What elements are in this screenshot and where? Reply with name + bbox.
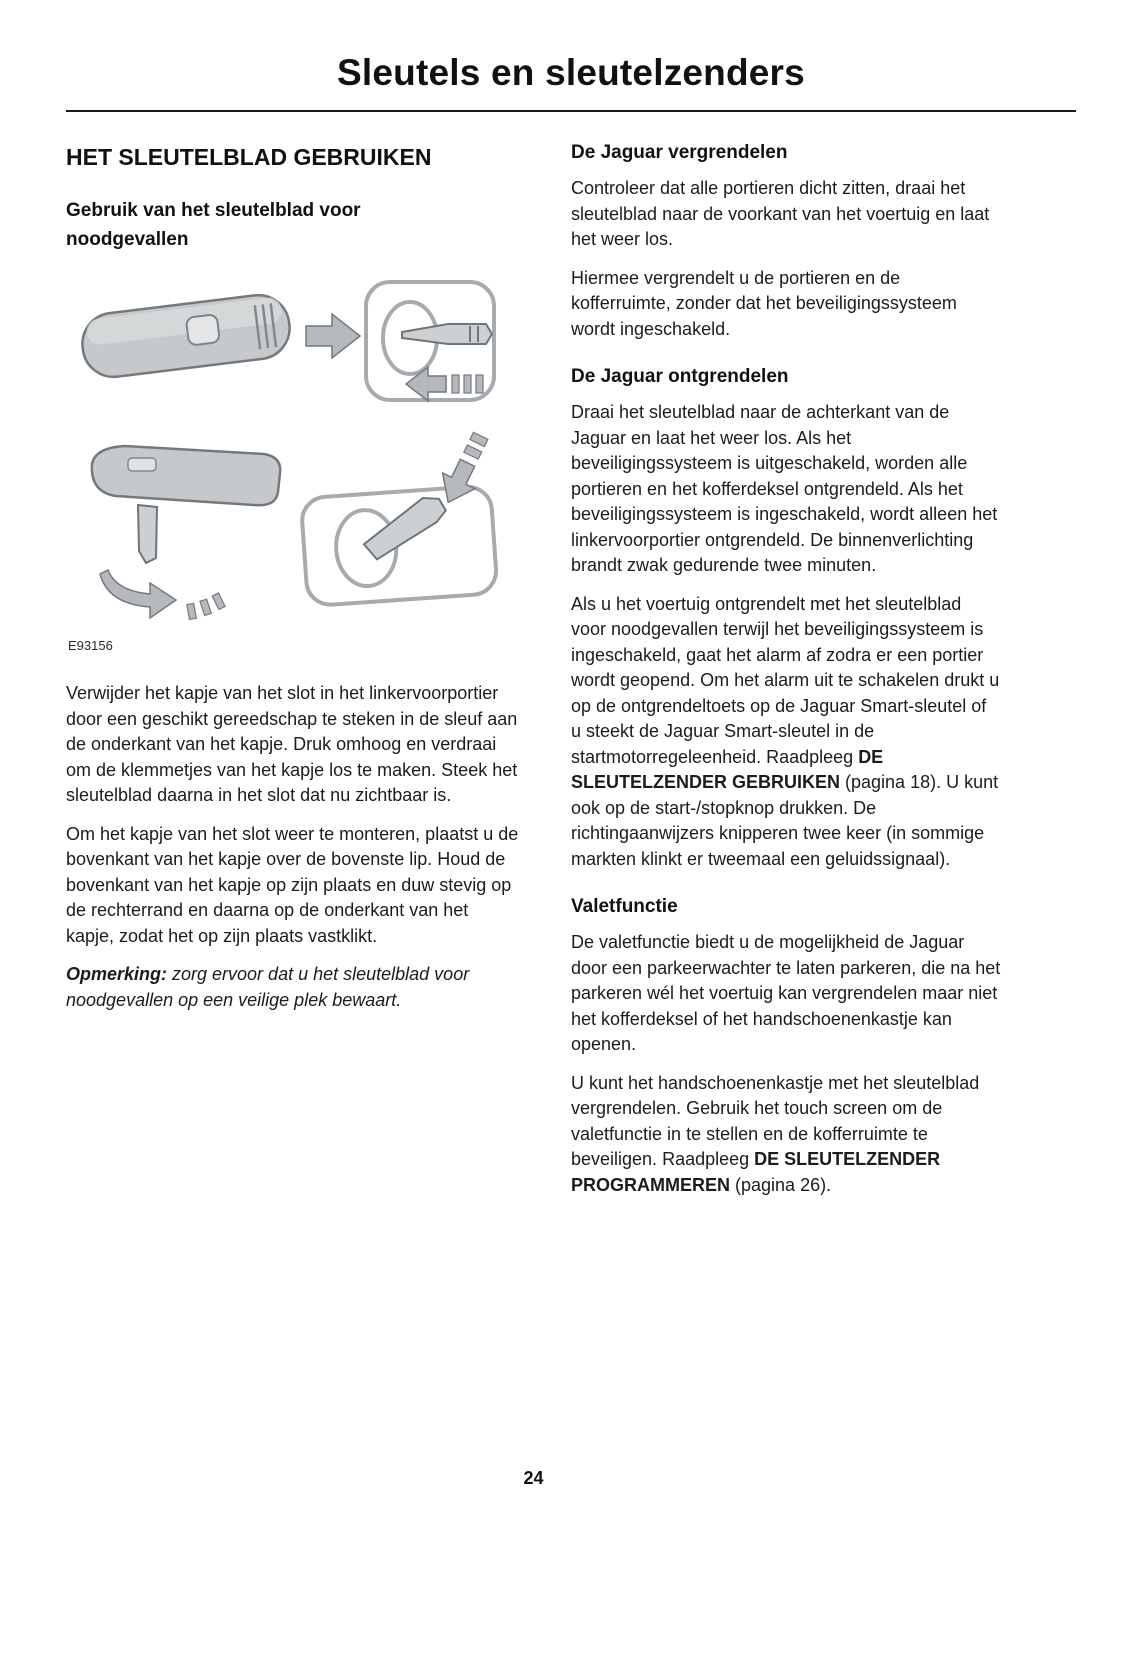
door-handle-bottom xyxy=(301,485,498,606)
heading-lock: De Jaguar vergrendelen xyxy=(571,142,788,163)
paragraph xyxy=(571,1071,1001,1199)
key-blade-figure xyxy=(66,274,521,653)
key-blade-illustration xyxy=(66,274,506,632)
paragraph-text: (pagina 26). xyxy=(730,1174,832,1195)
section-title: HET SLEUTELBLAD GEBRUIKEN xyxy=(66,144,432,170)
paragraph: Controleer dat alle portieren dicht zitten, draai het sleutelblad naar de voorkant van het voertuig en laat het weer los. xyxy=(571,178,990,249)
page-number: 24 xyxy=(523,1468,544,1488)
paragraph xyxy=(571,592,1001,873)
cross-reference: DE SLEUTELZENDER GEBRUIKEN xyxy=(571,746,884,792)
subsection-title: Gebruik van het sleutelblad voor noodgevallen xyxy=(66,200,361,250)
manual-page xyxy=(66,0,1076,1654)
cross-reference: DE SLEUTELZENDER PROGRAMMEREN xyxy=(571,1149,941,1195)
page-title: Sleutels en sleutelzenders xyxy=(337,52,805,93)
heading-unlock: De Jaguar ontgrendelen xyxy=(571,366,789,387)
content-columns xyxy=(66,142,1001,1211)
heading-valet: Valetfunctie xyxy=(571,896,678,917)
paragraph: Om het kapje van het slot weer te monteren, plaatst u de bovenkant van het kapje over de bovenste lip. Houd de bovenkant van het kapje op zijn plaats en duw stevig op de rechterrand en daarna op de onderkant van het kapje, zodat het op zijn plaats vastklikt. xyxy=(66,823,519,946)
arrow-right xyxy=(306,314,360,358)
paragraph-text: U kunt het handschoenenkastje met het sleutelblad vergrendelen. Gebruik het touch screen om de valetfunctie in te stellen en de kofferruimte te beveiligen. Raadpleeg xyxy=(571,1072,980,1169)
paragraph-text: (pagina 18). U kunt ook op de start-/stopknop drukken. De richtingaanwijzers knipperen twee keer (in sommige markten klinkt er tweemaal een geluidssignaal). xyxy=(571,772,999,869)
paragraph: Draai het sleutelblad naar de achterkant van de Jaguar en laat het weer los. Als het beveiligingssysteem is uitgeschakeld, worden alle portieren en het kofferdeksel ontgrendeld. Als het beveiligingssysteem is ingeschakeld, wordt alleen het linkervoorportier ontgrendeld. De binnenverlichting brandt zwak gedurende twee minuten. xyxy=(571,402,998,575)
paragraph: Hiermee vergrendelt u de portieren en de kofferruimte, zonder dat het beveiligingssysteem wordt ingeschakeld. xyxy=(571,267,957,339)
right-column xyxy=(571,142,1001,1211)
note-label: Opmerking: xyxy=(66,964,168,984)
paragraph: Verwijder het kapje van het slot in het linkervoorportier door een geschikt gereedschap te steken in de sleuf aan de onderkant van het kapje. Druk omhoog en verdraai om de klemmetjes van het kapje los te maken. Steek het sleutelblad daarna in het slot dat nu zichtbaar is. xyxy=(66,683,518,805)
smart-key-top xyxy=(79,292,293,381)
left-column xyxy=(66,142,521,1211)
note-text: zorg ervoor dat u het sleutelblad voor noodgevallen op een veilige plek bewaart. xyxy=(66,964,470,1010)
title-rule xyxy=(66,110,1076,112)
page-footer xyxy=(66,1468,1001,1489)
page-header xyxy=(66,52,1076,112)
note xyxy=(66,962,521,1013)
figure-label: E93156 xyxy=(68,638,113,653)
arrow-rotate xyxy=(100,570,225,619)
paragraph: De valetfunctie biedt u de mogelijkheid de Jaguar door een parkeerwachter te laten parkeren, die na het parkeren wél het voertuig kan vergrendelen maar niet het kofferdeksel of het handschoenenkastje kan openen. xyxy=(571,932,1001,1054)
smart-key-bottom xyxy=(92,446,280,563)
paragraph-text: Als u het voertuig ontgrendelt met het sleutelblad voor noodgevallen terwijl het beveiligingssysteem is ingeschakeld, gaat het alarm af zodra er een portier wordt geopend. Om het alarm uit te schakelen drukt u op de ontgrendeltoets op de Jaguar Smart-sleutel of u steekt de Jaguar Smart-sleutel in de startmotorregeleenheid. Raadpleeg xyxy=(571,593,1000,767)
